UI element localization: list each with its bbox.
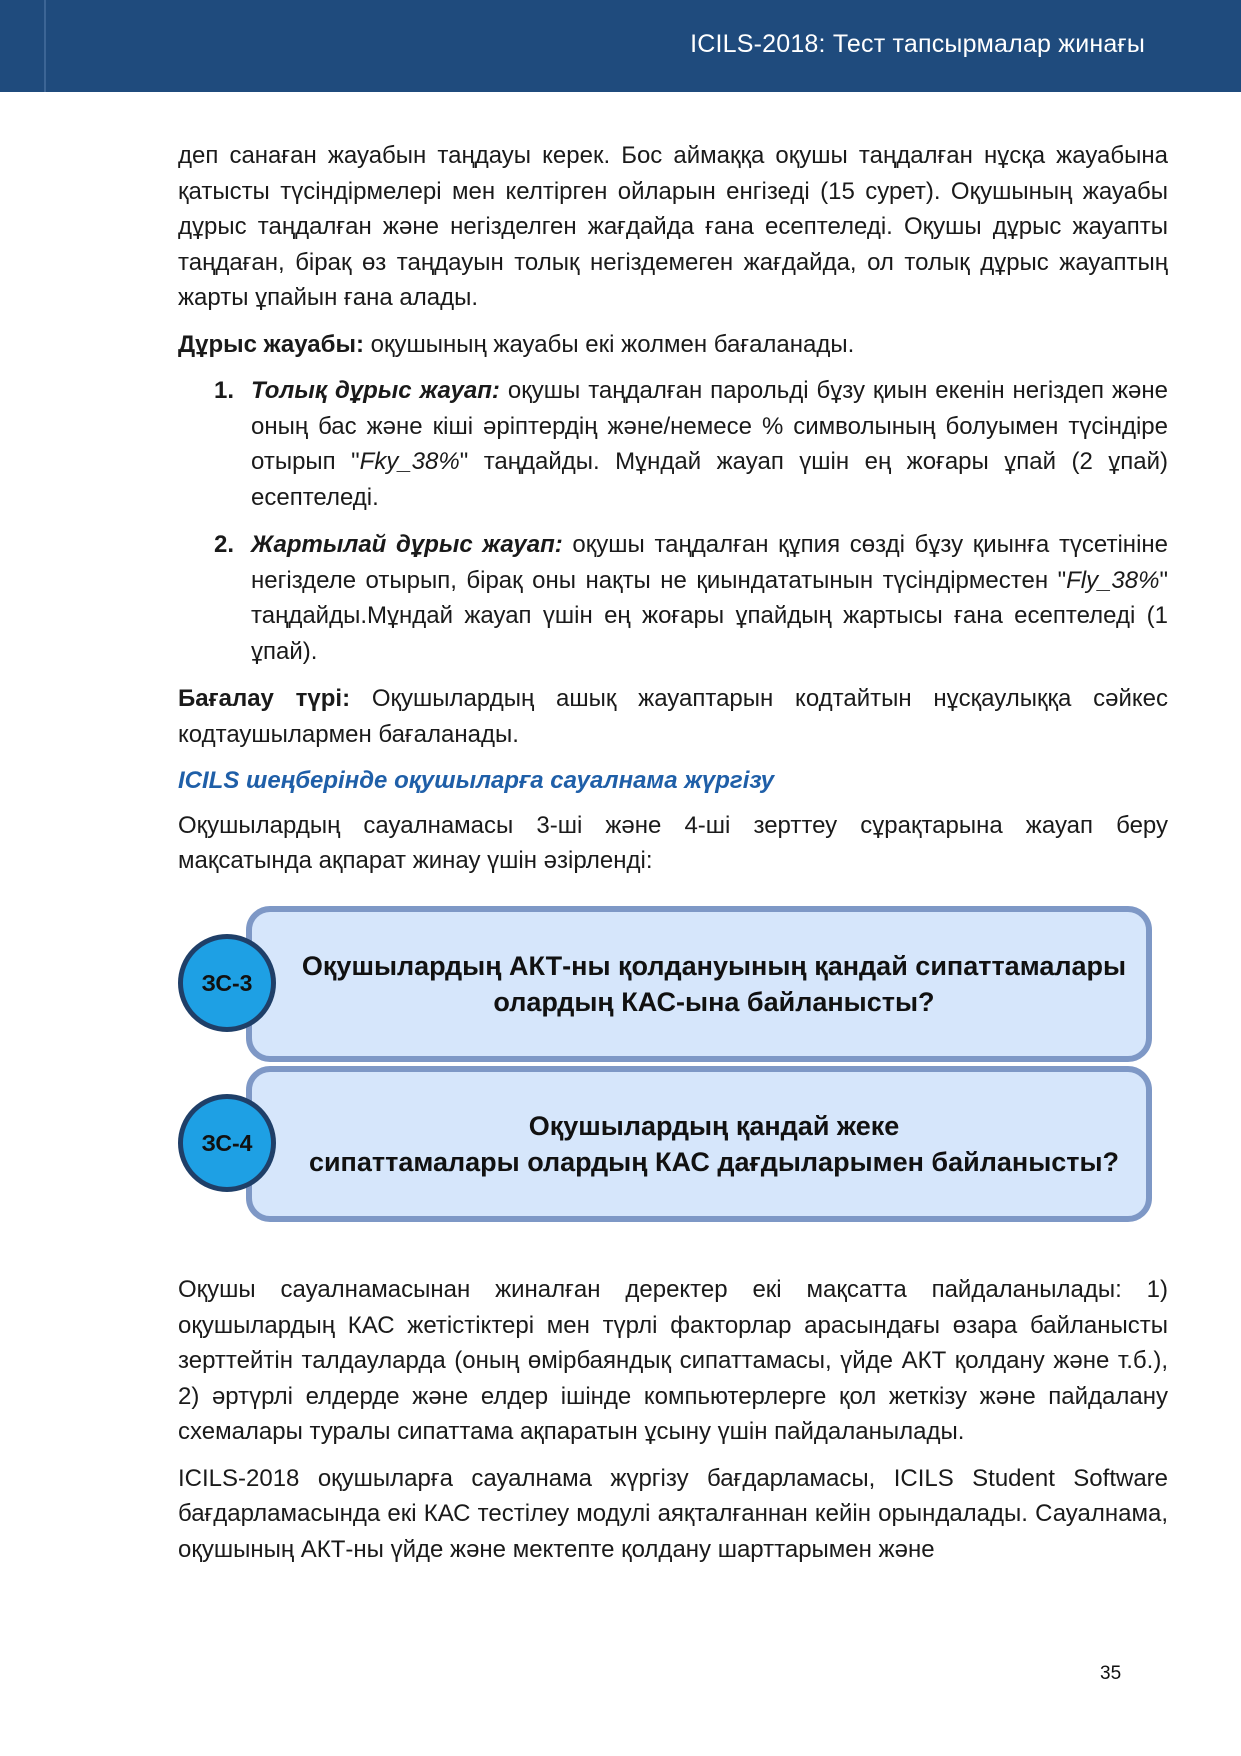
item-text-before: оқушы таңдалған құпия сөзді бұзу қиынға түсетініне негізделе отырып, бірақ оны нақты не қиындататынын түсіндірместен "	[251, 531, 1168, 594]
question-line: Оқушылардың қандай жеке	[528, 1111, 900, 1141]
item-text-after: " таңдайды. Мұндай жауап үшін ең жоғары ұпай (2 ұпай) есептеледі.	[251, 448, 1169, 511]
research-question-text	[272, 948, 1126, 1020]
item-code: Fky_38%	[359, 448, 460, 475]
item-label: Жартылай дұрыс жауап:	[251, 531, 563, 558]
page-number: 35	[1100, 1663, 1122, 1684]
correct-answer-text: оқушының жауабы екі жолмен бағаланады.	[363, 330, 855, 358]
intro-paragraph: деп санаған жауабын таңдауы керек. Бос аймаққа оқушы таңдалған нұсқа жауабына қатысты түсіндірмелері мен келтірген ойларын енгізеді (15 сурет). Оқушының жауабы дұрыс таңдалған және негізделген жағдайда ғана есептеледі. Оқушы дұрыс жауапты таңдаған, бірақ өз таңдауын толық негіздемеген жағдайда, ол толық дұрыс жауаптың жарты ұпайын ғана алады.	[178, 142, 1168, 311]
program-paragraph: ICILS-2018 оқушыларға сауалнама жүргізу бағдарламасы, ICILS Student Software бағдарламасында екі КАС тестілеу модулі аяқталғаннан кейін орындалады. Сауалнама, оқушының АКТ-ны үйде және мектепте қолдану шарттарымен және	[178, 1464, 1168, 1563]
question-line: олардың КАС-ына байланысты?	[493, 987, 935, 1017]
question-line: сипаттамалары олардың КАС дағдыларымен байланысты?	[308, 1147, 1120, 1177]
scoring-item-full	[178, 373, 1168, 515]
research-questions-diagram	[178, 900, 1168, 1260]
section-heading: ICILS шеңберінде оқушыларға сауалнама жүргізу	[178, 767, 775, 794]
assessment-label: Бағалау түрі:	[178, 685, 351, 712]
research-question-box	[246, 906, 1152, 1062]
research-question-badge: ЗС-3	[178, 934, 276, 1032]
header-title: ICILS-2018: Тест тапсырмалар жинағы	[690, 30, 1145, 58]
question-line: Оқушылардың АКТ-ны қолдануының қандай сипаттамалары	[301, 951, 1127, 981]
scoring-item-partial	[178, 527, 1168, 669]
research-question-box	[246, 1066, 1152, 1222]
research-question-badge: ЗС-4	[178, 1094, 276, 1192]
item-text-before: оқушы таңдалған парольді бұзу қиын екенін негіздеп және оның бас және кіші әріптердің және/немесе % символының болуымен түсіндіре отырып "	[251, 377, 1168, 475]
correct-answer-label: Дұрыс жауабы:	[178, 330, 364, 358]
assessment-paragraph	[178, 681, 1168, 752]
research-question-text	[279, 1108, 1119, 1180]
item-number: 2.	[214, 531, 235, 558]
survey-intro-paragraph: Оқушылардың сауалнамасы 3-ші және 4-ші зерттеу сұрақтарына жауап беру мақсатында ақпарат жинау үшін әзірленді:	[178, 811, 1168, 874]
correct-answer-paragraph	[178, 327, 1168, 363]
assessment-text: Оқушылардың ашық жауаптарын кодтайтын нұсқаулыққа сәйкес кодтаушылармен бағаланады.	[178, 685, 1168, 748]
item-label: Толық дұрыс жауап:	[251, 377, 500, 404]
page-header	[0, 0, 1241, 92]
item-number: 1.	[214, 377, 235, 404]
scoring-list	[178, 373, 1168, 669]
item-text-after: " таңдайды.Мұндай жауап үшін ең жоғары ұпайдың жартысы ғана есептеледі (1 ұпай).	[251, 566, 1168, 665]
header-divider	[44, 0, 46, 92]
main-content	[178, 138, 1168, 890]
main-content-continued	[178, 1272, 1168, 1578]
item-code: Fly_38%	[1066, 566, 1160, 594]
data-use-paragraph: Оқушы сауалнамасынан жиналған деректер екі мақсатта пайдаланылады: 1) оқушылардың КАС жетістіктері мен түрлі факторлар арасындағы өзара байланысты зерттейтін талдауларда (оның өмірбаяндық сипаттамасы, үйде АКТ қолдану және т.б.), 2) әртүрлі елдерде және елдер ішінде компьютерлерге қол жеткізу және пайдалану схемалары туралы сипаттама ақпаратын ұсыну үшін пайдаланылады.	[178, 1276, 1168, 1445]
